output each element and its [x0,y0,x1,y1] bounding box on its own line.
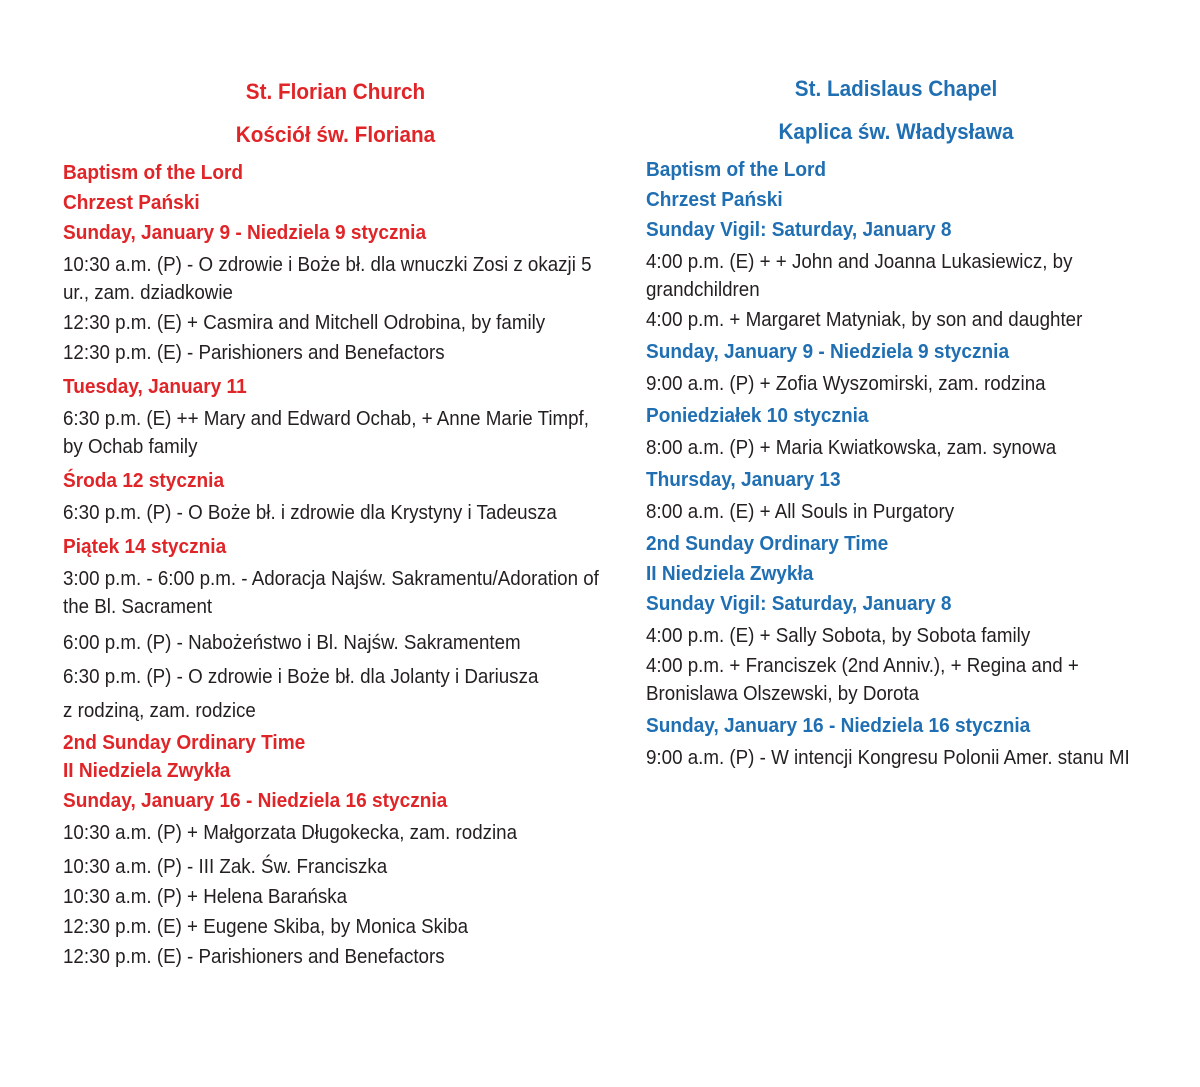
mass-intention: 12:30 p.m. (E) - Parishioners and Benefactors [63,341,445,364]
schedule-heading: II Niedziela Zwykła [646,562,814,585]
schedule-heading: Sunday Vigil: Saturday, January 8 [646,592,952,615]
mass-schedule-list [646,158,1146,772]
schedule-heading: Sunday, January 16 - Niedziela 16 stycznia [646,714,1031,737]
mass-intention: 4:00 p.m. (E) + Sally Sobota, by Sobota family [646,624,1031,647]
mass-intention: 12:30 p.m. (E) + Casmira and Mitchell Odrobina, by family [63,311,546,334]
schedule-heading: Baptism of the Lord [63,161,244,184]
schedule-heading: Baptism of the Lord [646,158,827,181]
mass-intention: 9:00 a.m. (P) + Zofia Wyszomirski, zam. rodzina [646,372,1046,395]
mass-intention: 12:30 p.m. (E) + Eugene Skiba, by Monica Skiba [63,915,469,938]
schedule-heading: Piątek 14 stycznia [63,535,227,558]
mass-intention: 4:00 p.m. + Margaret Matyniak, by son and daughter [646,308,1083,331]
mass-intention: 6:30 p.m. (E) ++ Mary and Edward Ochab, + Anne Marie Timpf, by Ochab family [63,407,589,458]
schedule-heading: Sunday, January 16 - Niedziela 16 stycznia [63,789,448,812]
mass-intention: z rodziną, zam. rodzice [63,699,256,722]
schedule-heading: Sunday, January 9 - Niedziela 9 stycznia [63,221,427,244]
mass-schedule-list [63,161,608,971]
church-title: St. Florian Church [245,79,426,104]
mass-intention: 10:30 a.m. (P) + Małgorzata Długokecka, zam. rodzina [63,821,518,844]
mass-intention: 4:00 p.m. (E) + + John and Joanna Lukasiewicz, by grandchildren [646,250,1073,301]
schedule-heading: Thursday, January 13 [646,468,841,491]
schedule-heading: Sunday Vigil: Saturday, January 8 [646,218,952,241]
mass-intention: 9:00 a.m. (P) - W intencji Kongresu Polonii Amer. stanu MI [646,746,1130,769]
mass-intention: 3:00 p.m. - 6:00 p.m. - Adoracja Najśw. Sakramentu/Adoration of the Bl. Sacrament [63,567,599,618]
schedule-heading: Środa 12 stycznia [63,469,225,492]
church-subtitle: Kaplica św. Władysława [778,119,1014,144]
schedule-heading: Chrzest Pański [646,188,783,211]
mass-intention: 6:00 p.m. (P) - Nabożeństwo i Bl. Najśw. Sakramentem [63,631,521,654]
schedule-heading: Tuesday, January 11 [63,375,247,398]
church-title: St. Ladislaus Chapel [794,76,998,101]
mass-intention: 10:30 a.m. (P) - O zdrowie i Boże bł. dla wnuczki Zosi z okazji 5 ur., zam. dziadkowie [63,253,592,304]
schedule-heading: 2nd Sunday Ordinary Time [646,532,889,555]
mass-intention: 8:00 a.m. (P) + Maria Kwiatkowska, zam. synowa [646,436,1057,459]
mass-intention: 10:30 a.m. (P) + Helena Barańska [63,885,348,908]
mass-intention: 12:30 p.m. (E) - Parishioners and Benefactors [63,945,445,968]
mass-intention: 10:30 a.m. (P) - III Zak. Św. Franciszka [63,855,388,878]
mass-intention: 4:00 p.m. + Franciszek (2nd Anniv.), + Regina and + Bronislawa Olszewski, by Dorota [646,654,1079,705]
schedule-heading: Poniedziałek 10 stycznia [646,404,869,427]
mass-intention: 6:30 p.m. (P) - O Boże bł. i zdrowie dla Krystyny i Tadeusza [63,501,557,524]
schedule-heading: Sunday, January 9 - Niedziela 9 stycznia [646,340,1010,363]
church-subtitle: Kościół św. Floriana [235,122,436,147]
schedule-heading: II Niedziela Zwykła [63,759,231,782]
mass-intention: 6:30 p.m. (P) - O zdrowie i Boże bł. dla Jolanty i Dariusza [63,665,539,688]
mass-intention: 8:00 a.m. (E) + All Souls in Purgatory [646,500,955,523]
schedule-heading: Chrzest Pański [63,191,200,214]
schedule-heading: 2nd Sunday Ordinary Time [63,731,306,754]
